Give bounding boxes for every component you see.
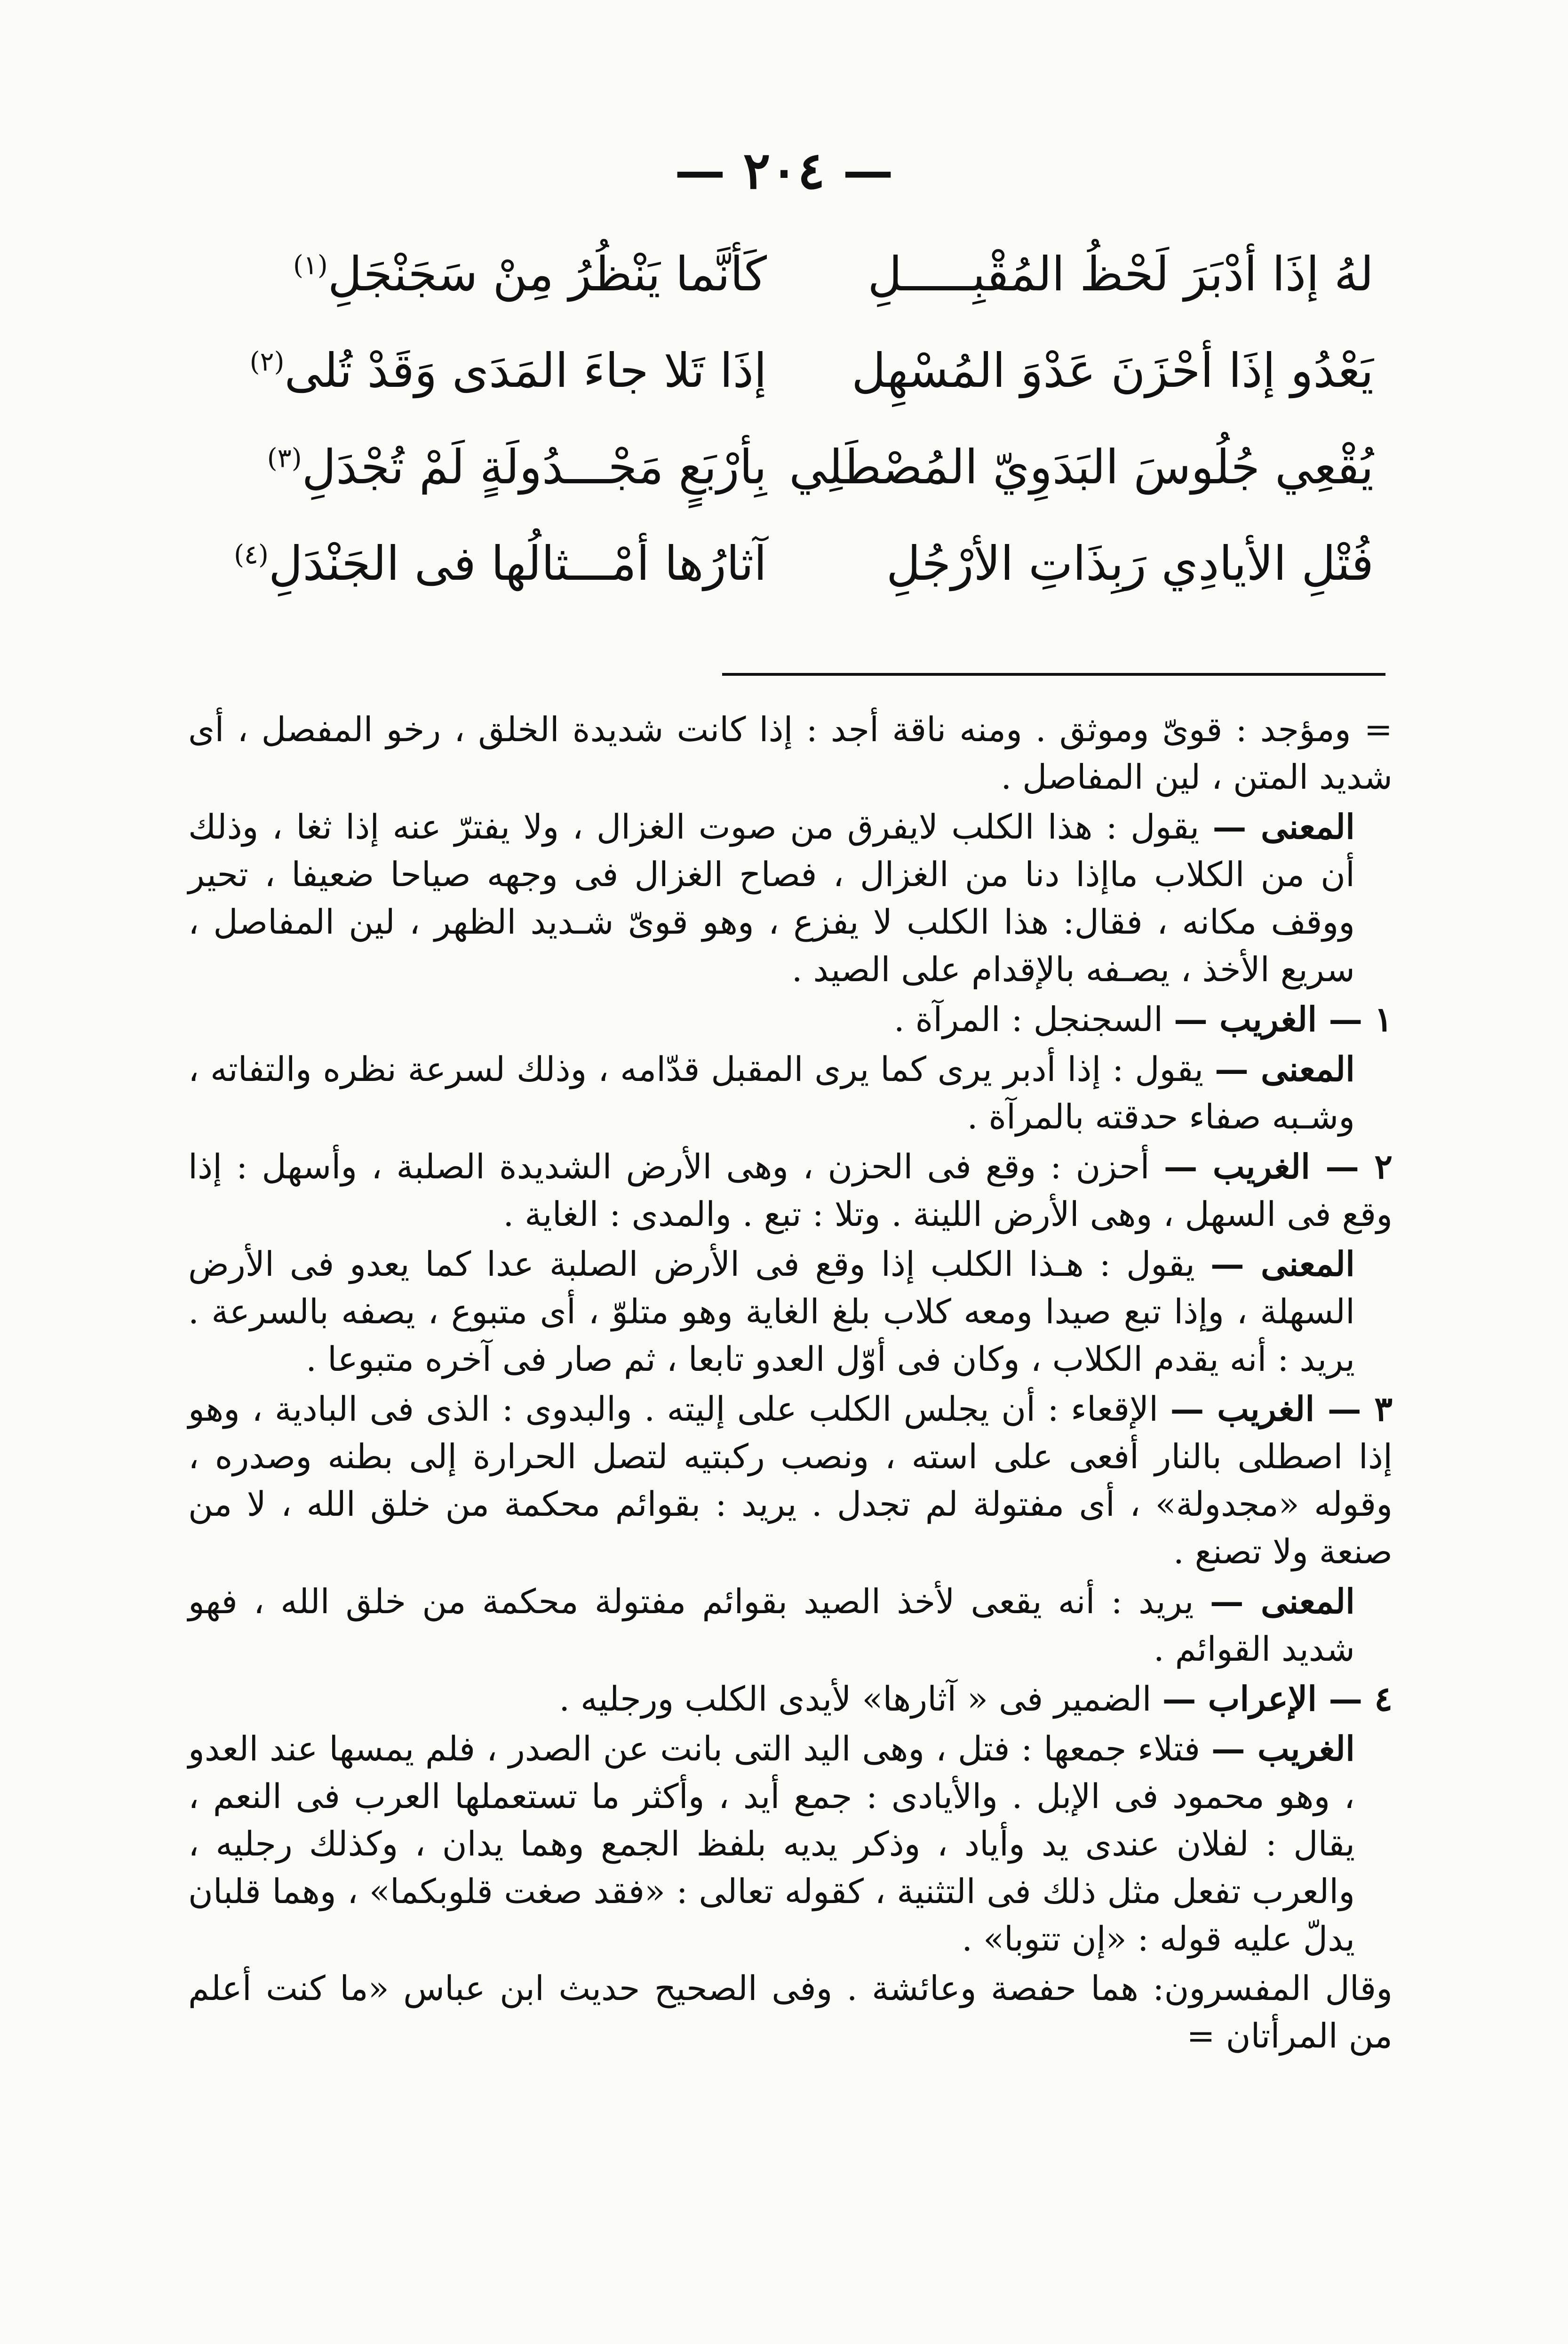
paragraph-lead: المعنى — <box>1215 1049 1355 1089</box>
commentary-paragraph <box>188 1385 1393 1576</box>
hemistich-text: بِأرْبَعٍ مَجْـــدُولَةٍ لَمْ تُجْدَلِ <box>302 439 767 495</box>
commentary <box>188 706 1393 2062</box>
verse <box>198 515 1374 612</box>
footnote-ref: (١) <box>293 250 328 281</box>
hemistich-text: كَأنَّما يَنْظُرُ مِنْ سَجَنْجَلِ <box>327 246 767 302</box>
hemistich-text: إذَا تَلا جاءَ المَدَى وَقَدْ تُلى <box>284 343 767 398</box>
verse <box>198 419 1374 515</box>
paragraph-text: الإقعاء : أن يجلس الكلب على إليته . والبدوى : الذى فى البادية ، وهو إذا اصطلى بالنار أفعى على استه ، ونصب ركبتيه لتصل الحرارة إلى بطنه وصدره ، وقوله «مجدولة» ، أى مفتولة لم تجدل . يريد : بقوائم محكمة من خلق الله ، لا من صنعة ولا تصنع . <box>188 1389 1393 1571</box>
hemistich-first: فُتْلِ الأيادِي رَبِذَاتِ الأرْجُلِ <box>886 536 1374 591</box>
hemistich-first: يُقْعِي جُلُوسَ البَدَوِيّ المُصْطَلِي <box>789 439 1374 495</box>
commentary-paragraph <box>188 1675 1393 1723</box>
paragraph-lead: ٤ — الإعراب — <box>1162 1679 1393 1719</box>
commentary-paragraph <box>188 803 1393 993</box>
hemistich-second <box>198 246 786 302</box>
paragraph-text: يريد : أنه يقعى لأخذ الصيد بقوائم مفتولة محكمة من خلق الله ، فهو شديد القوائم . <box>188 1582 1355 1669</box>
paragraph-text: أحزن : وقع فى الحزن ، وهى الأرض الشديدة الصلبة ، وأسهل : إذا وقع فى السهل ، وهى الأرض اللينة . وتلا : تبع . والمدى : الغاية . <box>188 1147 1393 1234</box>
footnote-ref: (٣) <box>267 443 302 474</box>
paragraph-text: الضمير فى « آثارها» لأيدى الكلب ورجليه . <box>559 1679 1152 1719</box>
hemistich-second <box>198 536 786 591</box>
paragraph-text: يقول : هذا الكلب لايفرق من صوت الغزال ، ولا يفترّ عنه إذا ثغا ، وذلك أن من الكلاب ماإذا دنا من الغزال ، فصاح الغزال فى وجهه صياحا ضعيفا ، تحير ووقف مكانه ، فقال: هذا الكلب لا يفزع ، وهو قوىّ شـديد الظهر ، لين المفاصل ، سريع الأخذ ، يصـفه بالإقدام على الصيد . <box>188 807 1355 989</box>
paragraph-text: يقول : هـذا الكلب إذا وقع فى الأرض الصلبة عدا كما يعدو فى الأرض السهلة ، وإذا تبع صيدا ومعه كلاب بلغ الغاية وهو متلوّ ، أى متبوع ، يصفه بالسرعة . يريد : أنه يقدم الكلاب ، وكان فى أوّل العدو تابعا ، ثم صار فى آخره متبوعا . <box>188 1244 1355 1379</box>
hemistich-second <box>198 439 786 495</box>
commentary-paragraph <box>188 1725 1393 1963</box>
paragraph-lead: الغريب — <box>1211 1728 1355 1768</box>
paragraph-lead: المعنى — <box>1210 1581 1355 1621</box>
page-number: — ٢٠٤ — <box>674 141 894 200</box>
footnote-ref: (٤) <box>234 539 269 570</box>
paragraph-lead: ٣ — الغريب — <box>1170 1389 1393 1429</box>
hemistich-text: آثارُها أمْـــثالُها فى الجَنْدَلِ <box>268 536 767 591</box>
paragraph-text: يقول : إذا أدبر يرى كما يرى المقبل قدّامه ، وذلك لسرعة نظره والتفاته ، وشـبه صفاء حدقته بالمرآة . <box>188 1049 1355 1136</box>
commentary-paragraph <box>188 1143 1393 1238</box>
footnote-ref: (٢) <box>249 346 285 377</box>
poem <box>198 226 1374 612</box>
footnote-divider <box>722 673 1385 676</box>
paragraph-lead: المعنى — <box>1210 1244 1355 1284</box>
paragraph-lead: ١ — الغريب — <box>1173 999 1393 1039</box>
commentary-paragraph <box>188 995 1393 1043</box>
paragraph-lead: المعنى — <box>1212 807 1355 847</box>
paragraph-lead: ٢ — الغريب — <box>1163 1146 1393 1186</box>
commentary-paragraph <box>188 1045 1393 1141</box>
paragraph-text: السجنجل : المرآة . <box>893 1000 1163 1039</box>
verse <box>198 226 1374 322</box>
commentary-paragraph: وقال المفسرون: هما حفصة وعائشة . وفى الصحيح حديث ابن عباس «ما كنت أعلم من المرأتان = <box>188 1968 1393 2056</box>
commentary-paragraph <box>188 1240 1393 1383</box>
commentary-paragraph <box>188 1577 1393 1673</box>
hemistich-first: يَعْدُو إذَا أحْزَنَ عَدْوَ المُسْهِل <box>852 343 1374 398</box>
verse <box>198 322 1374 419</box>
commentary-paragraph: = ومؤجد : قوىّ وموثق . ومنه ناقة أجد : إذا كانت شديدة الخلق ، رخو المفصل ، أى شديد المتن ، لين المفاصل . <box>188 710 1393 797</box>
hemistich-first: لهُ إذَا أدْبَرَ لَحْظُ المُقْبِـــــلِ <box>868 246 1374 302</box>
paragraph-text: فتلاء جمعها : فتل ، وهى اليد التى بانت عن الصدر ، فلم يمسها عند العدو ، وهو محمود فى الإبل . والأيادى : جمع أيد ، وأكثر ما تستعملها العرب فى النعم ، يقال : لفلان عندى يد وأياد ، وذكر يديه بلفظ الجمع وهما يدان ، وكذلك رجليه ، والعرب تفعل مثل ذلك فى التثنية ، كقوله تعالى : «فقد صغت قلوبكما» ، وهما قلبان يدلّ عليه قوله : «إن تتوبا» . <box>188 1729 1355 1959</box>
hemistich-second <box>198 343 786 398</box>
